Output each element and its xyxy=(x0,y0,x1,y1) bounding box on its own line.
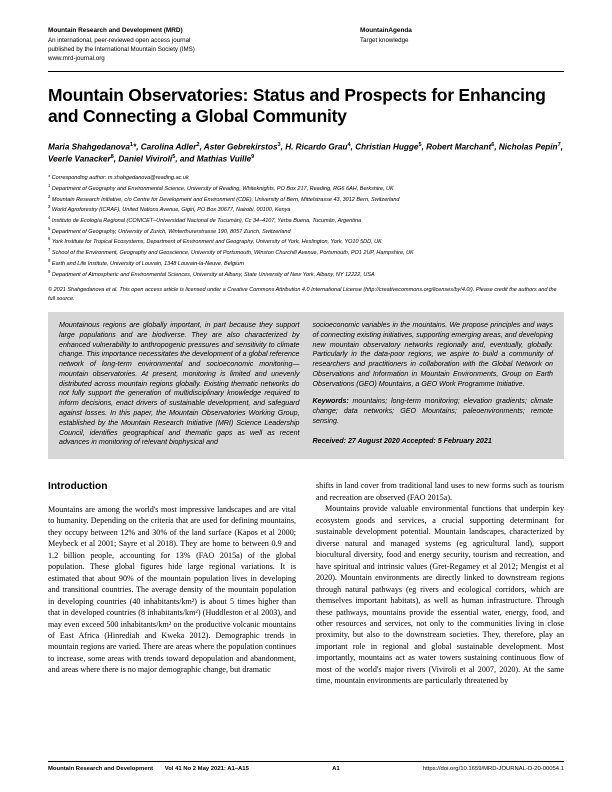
affiliation-marker: 4 xyxy=(48,215,51,221)
affiliation-marker: 1 xyxy=(48,182,51,188)
corresponding-author: * Corresponding author: m.shahgedanova@reading.ac.uk xyxy=(48,174,189,181)
masthead xyxy=(48,26,564,64)
affiliation-marker: 7 xyxy=(48,247,51,253)
page-footer xyxy=(48,761,564,772)
affiliations-block xyxy=(48,174,564,280)
license-statement: © 2021 Shahgedanova et al. This open access article is licensed under a Creative Commons Attribution 4.0 International License (http://creativecommons.org/licenses/by/4.0/). Please credit the authors and the full source. xyxy=(48,287,557,303)
body-paragraph: Mountains are among the world's most impressive landscapes and are vital to humanity. Depending on the criteria that are used for defining mountains, they occupy between 12% and 30% of the land surface (Kapos et al 2000; Meybeck et al 2001; Sayre et al 2018). They are home to between 0.9 and 1.2 billion people, accounting for 13% (FAO 2015a) of the global population. These global figures hide large regional variations. It is estimated that about 90% of the mountain population lives in developing and transitional countries. The average density of the mountain population in developing countries (40 inhabitants/km²) is about 5 times higher than that in developed countries (8 inhabitants/km²) (Huddleston et al 2003), and may even exceed 500 inhabitants/km² on the productive volcanic mountains of East Africa (Hinrediah and Kweka 2012). Demographic trends in mountain regions are varied. There are areas where the population continues to increase, some areas with trends toward depopulation and abandonment, and areas where there is no major demographic change, but dramatic xyxy=(48,504,296,675)
affiliation-item: $^6$ York Institute for Tropical Ecosystems, Department of Environment and Geography, University of York, Heslington, York, YO10 5DD, UK xyxy=(48,236,382,246)
page-title: Mountain Observatories: Status and Prospects for Enhancing and Connecting a Global Community xyxy=(48,84,546,127)
affiliation-item: $^2$ Mountain Research Initiative, c/o Centre for Development and Environment (CDE), University of Bern, Mittelstrasse 43, 3012 Bern, Switzerland xyxy=(48,193,400,203)
journal-title: Mountain Research and Development (MRD) xyxy=(48,27,183,34)
affiliation-marker: 2 xyxy=(48,193,51,199)
affiliation-item: $^1$ Department of Geography and Environmental Science, University of Reading, Whiteknights, PO Box 217, Reading, RG6 6AH, Berkshire, UK xyxy=(48,182,394,192)
footer-journal-name xyxy=(48,766,249,772)
received-accepted-dates: Received: 27 August 2020 Accepted: 5 February 2021 xyxy=(312,436,492,445)
footer-volume-info: Vol 41 No 2 May 2021: A1–A15 xyxy=(164,766,249,772)
body-column-left xyxy=(48,480,296,687)
affiliation-marker: 5 xyxy=(48,225,51,231)
affiliation-item: $^7$ School of the Environment, Geography and Geoscience, University of Portsmouth, Winston Churchill Avenue, Portsmouth, PO1 2UP, Hampshire, UK xyxy=(48,247,414,257)
body-paragraph: shifts in land cover from traditional land uses to new forms such as tourism and recreation are observed (FAO 2015a). xyxy=(316,481,564,502)
masthead-agenda xyxy=(360,26,412,45)
affiliation-item: $^3$ World Agroforestry (ICRAF), United Nations Avenue, Gigiri, PO Box 30677, Nairobi, 00100, Kenya xyxy=(48,204,291,214)
body-columns xyxy=(48,480,564,687)
author-list: Maria Shahgedanova$^1$*, Carolina Adler$^2$, Aster Gebrekirstos$^3$, H. Ricardo Grau$^4$, Christian Hugge$^5$, Robert Marchant$^6$, Nicholas Pepin$^7$, Veerle Vanacker$^8$, Daniel Viviroli$^5$, and Mathias Vuille$^9$ xyxy=(48,141,563,165)
affiliation-marker: 9 xyxy=(48,268,51,274)
journal-description-line-1: An international, peer-reviewed open access journal xyxy=(48,36,191,44)
abstract-paragraph: socioeconomic variables in the mountains. We propose principles and ways of connecting existing initiatives, supporting emerging areas, and developing new mountain observatory networks regionally and, eventually, globally. Particularly in the data-poor regions, we aspire to build a community of researchers and practitioners in collaboration with the Global Network on Observations and Information in Mountain Environments, Group on Earth Observations (GEO) Mountains, a GEO Work Programme Initiative. xyxy=(312,321,553,388)
keywords-label: Keywords: xyxy=(312,397,349,406)
agenda-subtitle: Target knowledge xyxy=(360,36,409,44)
affiliation-marker: 3 xyxy=(48,204,51,210)
section-heading-introduction: Introduction xyxy=(48,481,108,493)
abstract-box xyxy=(48,312,564,459)
abstract-paragraph: Mountainous regions are globally important, in part because they support large populations and are biodiverse. They are also characterized by enhanced vulnerability to anthropogenic pressures and sensitivity to climate change. This importance necessitates the development of a global reference network of long-term environmental and socioeconomic monitoring—mountain observatories. At present, monitoring is limited and unevenly distributed across mountain regions globally. Existing thematic networks do not fully support the generation of multidisciplinary knowledge required to inform decisions, enact drivers of sustainable development, and safeguard against losses. In this paper, the Mountain Observatories Working Group, established by the Mountain Research Initiative (MRI) Science Leadership Council, identifies geographical and thematic gaps as well as recent advances in monitoring of relevant biophysical and xyxy=(59,321,300,447)
body-paragraph: Mountains provide valuable environmental functions that underpin key ecosystem goods and services, a crucial supporting determinant for sustainable development potential. Mountain landscapes, characterized by diverse natural and managed systems (eg agricultural land), support biocultural diversity, food and energy security, tourism and recreation, and have spiritual and intrinsic values (Gret-Regamey et al 2012; Mengist et al 2020). Mountain environments are directly linked to downstream regions through natural pathways (eg rivers and ecological corridors, which are themselves important habitats), as well as human infrastructure. Through these pathways, mountains provide the essential water, energy, food, and other resources and services, not only to the communities living in close proximity, but also to the downstream societies. They, therefore, play an important role in regional and global sustainable development. Most importantly, mountains act as water towers sustaining continuous flow of most of the world's major rivers (Viviroli et al 2007, 2020). At the same time, mountain environments are particularly threatened by xyxy=(316,504,564,686)
keywords-text: mountains; long-term monitoring; elevation gradients; climate change; data networks; GEO Mountains; paleoenvironments; remote sensing. xyxy=(312,397,553,426)
affiliation-item: $^5$ Department of Geography, University of Zurich, Winterthurerstrasse 190, 8057 Zurich, Switzerland xyxy=(48,225,291,235)
footer-doi-link[interactable]: https://doi.org/10.1659/MRD-JOURNAL-D-20-00054.1 xyxy=(422,766,564,772)
journal-url[interactable]: www.mrd-journal.org xyxy=(48,55,105,63)
abstract-column-left xyxy=(59,321,300,448)
affiliation-list xyxy=(48,183,564,280)
agenda-title: MountainAgenda xyxy=(360,27,412,34)
keywords-paragraph xyxy=(313,397,554,426)
body-column-right xyxy=(316,480,564,687)
masthead-divider xyxy=(48,71,564,72)
footer-journal-label: Mountain Research and Development xyxy=(48,766,154,772)
affiliation-item: $^8$ Earth and Life Institute, University of Louvain, 1348 Louvain-la-Neuve, Belgium xyxy=(48,257,244,267)
affiliation-marker: 6 xyxy=(48,236,51,242)
affiliation-marker: 8 xyxy=(48,257,51,263)
journal-description-line-2: published by the International Mountain Society (IMS) xyxy=(48,45,195,53)
masthead-journal-info xyxy=(48,26,348,64)
affiliation-item: $^4$ Instituto de Ecología Regional (CONICET–Universidad Nacional de Tucumán), Cc 34–4107, Yerba Buena, Tucumán, Argentina xyxy=(48,215,362,224)
affiliation-item: $^9$ Department of Atmospheric and Environmental Sciences, University at Albany, State University of New York, Albany, NY 12222, USA xyxy=(48,268,375,278)
abstract-column-right xyxy=(313,321,554,448)
footer-page-number: A1 xyxy=(332,766,340,772)
